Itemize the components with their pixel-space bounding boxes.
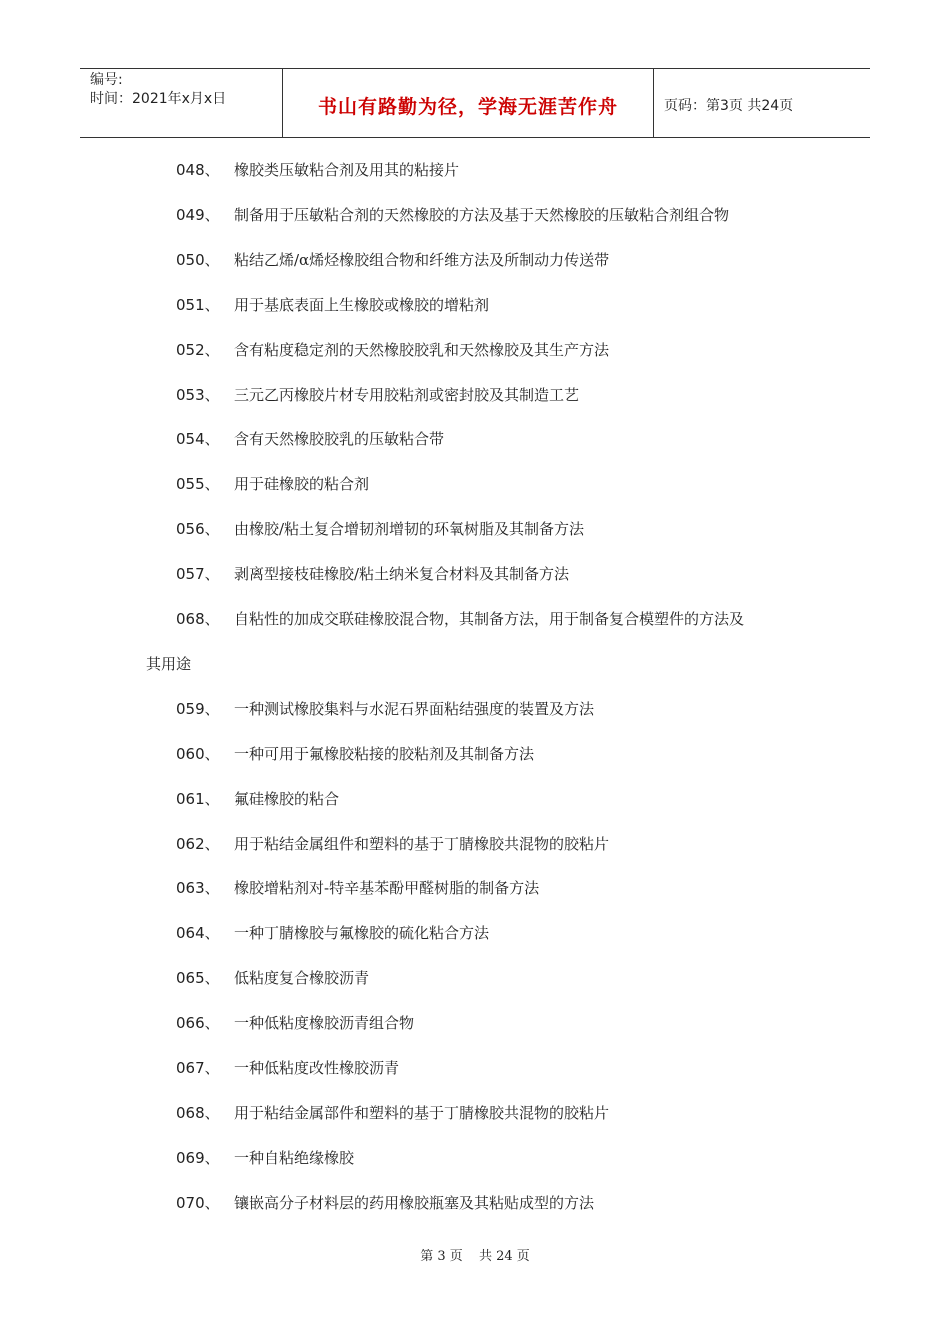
- list-item-number: 050、: [176, 250, 220, 269]
- list-item: [0, 604, 950, 634]
- list-item-number: 070、: [176, 1193, 220, 1212]
- list-item: [0, 245, 950, 275]
- list-item-text: 用于粘结金属部件和塑料的基于丁腈橡胶共混物的胶粘片: [234, 1103, 610, 1122]
- list-item-number: 067、: [176, 1059, 220, 1077]
- list-item: [0, 1053, 950, 1083]
- list-item-number: 056、: [176, 520, 220, 539]
- list-item-text: 由橡胶/粘土复合增韧剂增韧的环氧树脂及其制备方法: [234, 520, 585, 539]
- list-item-text: 一种可用于氟橡胶粘接的胶粘剂及其制备方法: [234, 744, 535, 763]
- list-item-text: 三元乙丙橡胶片材专用胶粘剂或密封胶及其制造工艺: [234, 385, 580, 404]
- header-left-cell: [80, 69, 282, 137]
- list-item-text: 橡胶类压敏粘合剂及用其的粘接片: [234, 161, 460, 179]
- list-item-number: 068、: [176, 1103, 220, 1122]
- list-item: [0, 469, 950, 499]
- list-item: [0, 918, 950, 948]
- list-item-number: 055、: [176, 475, 220, 494]
- list-item: [0, 963, 950, 993]
- list-item-text: 橡胶增粘剂对-特辛基苯酚甲醛树脂的制备方法: [234, 879, 540, 898]
- list-item-number: 057、: [176, 565, 220, 584]
- list-item-text: 一种丁腈橡胶与氟橡胶的硫化粘合方法: [234, 924, 490, 943]
- header-page-cell: [654, 69, 870, 137]
- list-item: [0, 1188, 950, 1218]
- list-item-text: 剥离型接枝硅橡胶/粘土纳米复合材料及其制备方法: [234, 565, 570, 584]
- document-header: [80, 68, 870, 138]
- list-item: [0, 649, 950, 679]
- list-item: [0, 559, 950, 589]
- list-item-text: 一种测试橡胶集料与水泥石界面粘结强度的装置及方法: [234, 699, 595, 718]
- footer-page-number: 第 3 页: [420, 1249, 463, 1264]
- list-item: [0, 694, 950, 724]
- list-item: [0, 1008, 950, 1038]
- list-item-number: 048、: [176, 161, 220, 179]
- list-item: [0, 155, 950, 185]
- page-footer: [0, 1245, 950, 1264]
- list-item: [0, 290, 950, 320]
- list-item-number: 065、: [176, 969, 220, 988]
- list-item-number: 069、: [176, 1148, 220, 1167]
- list-item: [0, 1143, 950, 1173]
- list-item: [0, 1098, 950, 1128]
- date-label: 时间：2021年x月x日: [90, 91, 227, 107]
- list-item: [0, 424, 950, 454]
- list-item-number: 060、: [176, 744, 220, 763]
- list-item-number: 063、: [176, 879, 220, 898]
- list-item: [0, 514, 950, 544]
- list-item-text: 自粘性的加成交联硅橡胶混合物，其制备方法，用于制备复合模塑件的方法及: [234, 610, 745, 628]
- list-item-text: 氟硅橡胶的粘合: [234, 789, 340, 808]
- list-item-number: 051、: [176, 295, 220, 314]
- list-item-text: 用于基底表面上生橡胶或橡胶的增粘剂: [234, 295, 490, 314]
- footer-page-total: 共 24 页: [478, 1249, 530, 1264]
- list-item-number: 061、: [176, 789, 220, 808]
- doc-number-label: 编号:: [90, 72, 123, 88]
- list-item: [0, 829, 950, 859]
- list-item-number: 062、: [176, 834, 220, 853]
- list-item-text: 一种低粘度橡胶沥青组合物: [234, 1014, 415, 1033]
- list-item: [0, 784, 950, 814]
- list-item: [0, 380, 950, 410]
- list-item-number: 068、: [176, 610, 220, 628]
- list-item-text: 制备用于压敏粘合剂的天然橡胶的方法及基于天然橡胶的压敏粘合剂组合物: [234, 205, 730, 224]
- header-motto-cell: [282, 69, 654, 137]
- list-item-text: 一种自粘绝缘橡胶: [234, 1148, 355, 1167]
- list-item: [0, 739, 950, 769]
- header-page-label: 页码：第3页 共24页: [664, 98, 794, 114]
- list-item-text: 一种低粘度改性橡胶沥青: [234, 1059, 400, 1077]
- list-item: [0, 335, 950, 365]
- list-item-text: 镶嵌高分子材料层的药用橡胶瓶塞及其粘贴成型的方法: [234, 1193, 595, 1212]
- list-item-text: 低粘度复合橡胶沥青: [234, 969, 370, 988]
- list-item-text: 其用途: [146, 654, 192, 673]
- list-item-text: 含有粘度稳定剂的天然橡胶胶乳和天然橡胶及其生产方法: [234, 340, 610, 359]
- list-item-number: 064、: [176, 924, 220, 943]
- list-item-number: 054、: [176, 430, 220, 449]
- list-item-number: 053、: [176, 385, 220, 404]
- list-item: [0, 873, 950, 903]
- list-item-text: 用于硅橡胶的粘合剂: [234, 475, 370, 494]
- header-motto: 书山有路勤为径，学海无涯苦作舟: [317, 95, 618, 118]
- list-item-number: 052、: [176, 340, 220, 359]
- list-item-number: 066、: [176, 1014, 220, 1033]
- list-item: [0, 200, 950, 230]
- list-item-text: 用于粘结金属组件和塑料的基于丁腈橡胶共混物的胶粘片: [234, 834, 610, 853]
- list-item-text: 含有天然橡胶胶乳的压敏粘合带: [234, 430, 445, 449]
- list-item-text: 粘结乙烯/α烯烃橡胶组合物和纤维方法及所制动力传送带: [234, 250, 610, 269]
- list-item-number: 059、: [176, 699, 220, 718]
- list-item-number: 049、: [176, 205, 220, 224]
